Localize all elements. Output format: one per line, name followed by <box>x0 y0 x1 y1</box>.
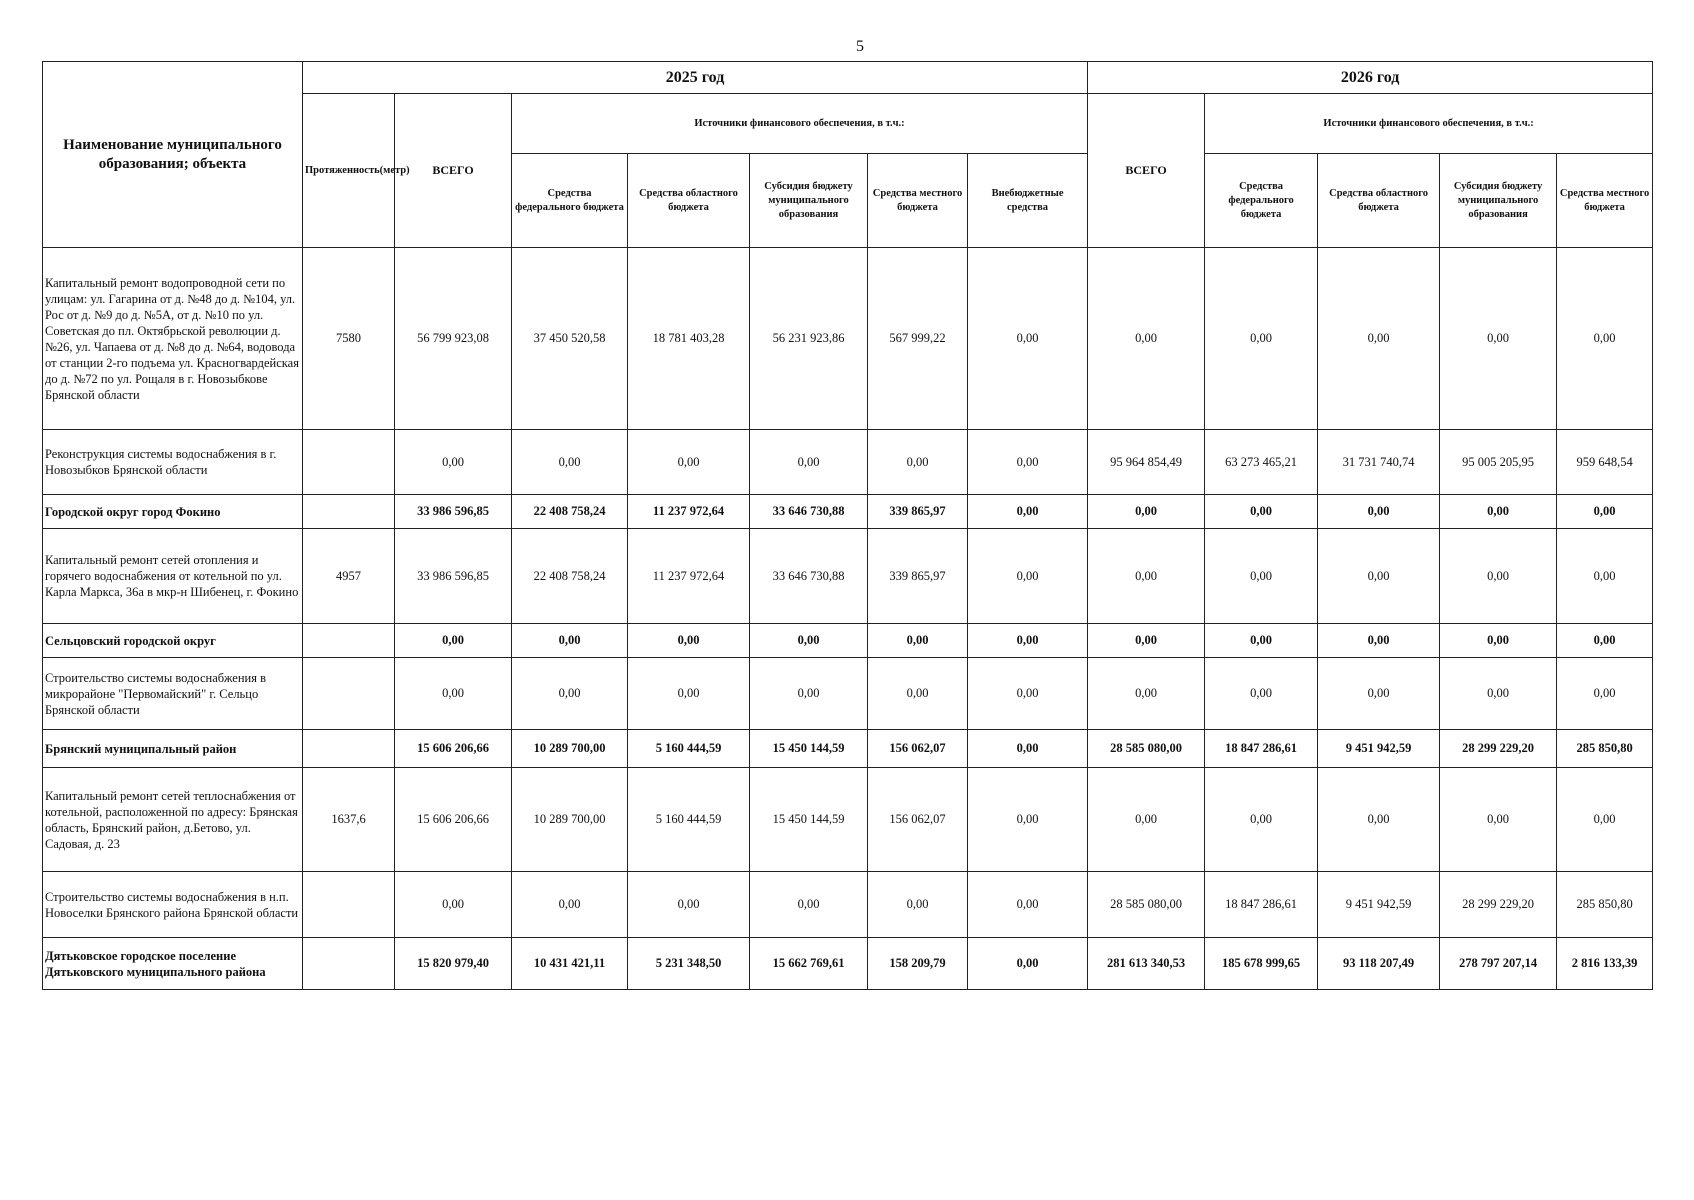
cell-local-2025: 0,00 <box>868 430 968 495</box>
cell-offbudget-2025: 0,00 <box>968 529 1088 624</box>
row-name: Строительство системы водоснабжения в микрорайоне "Первомайский" г. Сельцо Брянской области <box>43 658 303 730</box>
cell-local-2026: 0,00 <box>1557 624 1653 658</box>
cell-total-2025: 15 606 206,66 <box>395 768 512 872</box>
cell-federal-2025: 0,00 <box>512 872 628 938</box>
table-row <box>43 768 1653 872</box>
cell-offbudget-2025: 0,00 <box>968 248 1088 430</box>
header-total-2026: ВСЕГО <box>1088 94 1205 248</box>
cell-federal-2025: 0,00 <box>512 658 628 730</box>
cell-subsidy-2026: 0,00 <box>1440 658 1557 730</box>
cell-total-2026: 0,00 <box>1088 624 1205 658</box>
row-length <box>303 658 395 730</box>
cell-local-2025: 0,00 <box>868 624 968 658</box>
header-total-2025: ВСЕГО <box>395 94 512 248</box>
cell-total-2026: 0,00 <box>1088 658 1205 730</box>
table-row-subtotal <box>43 495 1653 529</box>
cell-subsidy-2025: 33 646 730,88 <box>750 495 868 529</box>
cell-local-2026: 0,00 <box>1557 248 1653 430</box>
cell-regional-2025: 0,00 <box>628 430 750 495</box>
row-name: Городской округ город Фокино <box>43 495 303 529</box>
header-local-2025: Средства местного бюджета <box>868 154 968 248</box>
header-subsidy-2026: Субсидия бюджету муниципального образования <box>1440 154 1557 248</box>
cell-offbudget-2025: 0,00 <box>968 495 1088 529</box>
cell-federal-2025: 10 289 700,00 <box>512 768 628 872</box>
cell-federal-2026: 0,00 <box>1205 768 1318 872</box>
cell-total-2026: 0,00 <box>1088 529 1205 624</box>
cell-local-2026: 0,00 <box>1557 495 1653 529</box>
cell-federal-2025: 10 431 421,11 <box>512 938 628 990</box>
cell-local-2025: 156 062,07 <box>868 730 968 768</box>
cell-subsidy-2025: 33 646 730,88 <box>750 529 868 624</box>
cell-offbudget-2025: 0,00 <box>968 938 1088 990</box>
cell-local-2025: 158 209,79 <box>868 938 968 990</box>
cell-regional-2026: 0,00 <box>1318 624 1440 658</box>
cell-regional-2026: 0,00 <box>1318 529 1440 624</box>
row-name: Брянский муниципальный район <box>43 730 303 768</box>
header-year-2025: 2025 год <box>303 62 1088 94</box>
header-name: Наименование муниципального образования; объекта <box>43 62 303 248</box>
row-name: Капитальный ремонт сетей теплоснабжения от котельной, расположенной по адресу: Брянская область, Брянский район, д.Бетово, ул. Садовая, д. 23 <box>43 768 303 872</box>
cell-local-2026: 0,00 <box>1557 658 1653 730</box>
cell-regional-2025: 18 781 403,28 <box>628 248 750 430</box>
cell-total-2025: 33 986 596,85 <box>395 529 512 624</box>
cell-subsidy-2026: 0,00 <box>1440 248 1557 430</box>
row-name: Дятьковское городское поселение Дятьковского муниципального района <box>43 938 303 990</box>
cell-regional-2025: 0,00 <box>628 872 750 938</box>
cell-federal-2026: 0,00 <box>1205 529 1318 624</box>
budget-table <box>42 61 1653 990</box>
cell-regional-2025: 5 231 348,50 <box>628 938 750 990</box>
header-regional-2025: Средства областного бюджета <box>628 154 750 248</box>
row-name: Капитальный ремонт сетей отопления и горячего водоснабжения от котельной по ул. Карла Маркса, 36а в мкр-н Шибенец, г. Фокино <box>43 529 303 624</box>
cell-total-2026: 28 585 080,00 <box>1088 872 1205 938</box>
cell-total-2025: 0,00 <box>395 430 512 495</box>
row-length <box>303 430 395 495</box>
cell-offbudget-2025: 0,00 <box>968 768 1088 872</box>
cell-total-2025: 33 986 596,85 <box>395 495 512 529</box>
row-length <box>303 938 395 990</box>
row-length <box>303 730 395 768</box>
cell-subsidy-2026: 0,00 <box>1440 624 1557 658</box>
cell-regional-2026: 0,00 <box>1318 248 1440 430</box>
cell-local-2026: 959 648,54 <box>1557 430 1653 495</box>
header-offbudget-2025: Внебюджетные средства <box>968 154 1088 248</box>
cell-offbudget-2025: 0,00 <box>968 658 1088 730</box>
cell-federal-2026: 63 273 465,21 <box>1205 430 1318 495</box>
row-name: Реконструкция системы водоснабжения в г. Новозыбков Брянской области <box>43 430 303 495</box>
table-row-subtotal <box>43 938 1653 990</box>
cell-federal-2026: 18 847 286,61 <box>1205 872 1318 938</box>
cell-offbudget-2025: 0,00 <box>968 730 1088 768</box>
row-name: Капитальный ремонт водопроводной сети по улицам: ул. Гагарина от д. №48 до д. №104, ул. Рос от д. №9 до д. №5А, от д. №10 по ул. Советская до пл. Октябрьской революции д. №26, ул. Чапаева от д. №8 до д. №64, водовода от станции 2-го подъема ул. Красногвардейская до д. №72 по ул. Рощаля в г. Новозыбкове Брянской области <box>43 248 303 430</box>
cell-federal-2025: 22 408 758,24 <box>512 529 628 624</box>
header-subsidy-2025: Субсидия бюджету муниципального образования <box>750 154 868 248</box>
cell-local-2025: 339 865,97 <box>868 529 968 624</box>
cell-regional-2026: 9 451 942,59 <box>1318 872 1440 938</box>
header-year-2026: 2026 год <box>1088 62 1653 94</box>
cell-total-2025: 0,00 <box>395 624 512 658</box>
table-row-subtotal <box>43 730 1653 768</box>
cell-regional-2025: 0,00 <box>628 658 750 730</box>
cell-subsidy-2026: 28 299 229,20 <box>1440 730 1557 768</box>
header-row-years <box>43 62 1653 94</box>
row-length <box>303 872 395 938</box>
header-sources-2025: Источники финансового обеспечения, в т.ч.: <box>512 94 1088 154</box>
cell-total-2026: 0,00 <box>1088 495 1205 529</box>
cell-federal-2025: 37 450 520,58 <box>512 248 628 430</box>
cell-regional-2025: 11 237 972,64 <box>628 529 750 624</box>
cell-subsidy-2025: 15 450 144,59 <box>750 730 868 768</box>
cell-total-2025: 56 799 923,08 <box>395 248 512 430</box>
cell-federal-2026: 0,00 <box>1205 624 1318 658</box>
row-length <box>303 624 395 658</box>
cell-federal-2025: 0,00 <box>512 624 628 658</box>
cell-subsidy-2025: 0,00 <box>750 872 868 938</box>
row-name: Сельцовский городской округ <box>43 624 303 658</box>
header-federal-2025: Средства федерального бюджета <box>512 154 628 248</box>
cell-total-2025: 0,00 <box>395 658 512 730</box>
cell-subsidy-2025: 15 450 144,59 <box>750 768 868 872</box>
row-name: Строительство системы водоснабжения в н.п. Новоселки Брянского района Брянской области <box>43 872 303 938</box>
cell-total-2026: 281 613 340,53 <box>1088 938 1205 990</box>
cell-federal-2026: 0,00 <box>1205 658 1318 730</box>
header-sources-2026: Источники финансового обеспечения, в т.ч.: <box>1205 94 1653 154</box>
cell-local-2025: 339 865,97 <box>868 495 968 529</box>
cell-subsidy-2026: 28 299 229,20 <box>1440 872 1557 938</box>
header-local-2026: Средства местного бюджета <box>1557 154 1653 248</box>
cell-regional-2026: 93 118 207,49 <box>1318 938 1440 990</box>
cell-subsidy-2026: 278 797 207,14 <box>1440 938 1557 990</box>
row-length: 1637,6 <box>303 768 395 872</box>
cell-total-2025: 15 820 979,40 <box>395 938 512 990</box>
cell-offbudget-2025: 0,00 <box>968 872 1088 938</box>
cell-regional-2025: 5 160 444,59 <box>628 730 750 768</box>
table-row-subtotal <box>43 624 1653 658</box>
cell-local-2025: 0,00 <box>868 658 968 730</box>
cell-federal-2026: 18 847 286,61 <box>1205 730 1318 768</box>
cell-local-2026: 2 816 133,39 <box>1557 938 1653 990</box>
cell-federal-2025: 0,00 <box>512 430 628 495</box>
cell-regional-2025: 5 160 444,59 <box>628 768 750 872</box>
table-row <box>43 529 1653 624</box>
cell-regional-2026: 0,00 <box>1318 495 1440 529</box>
header-length: Протяженность(метр) <box>303 94 395 248</box>
cell-total-2025: 15 606 206,66 <box>395 730 512 768</box>
cell-local-2026: 0,00 <box>1557 768 1653 872</box>
table-row <box>43 430 1653 495</box>
cell-offbudget-2025: 0,00 <box>968 430 1088 495</box>
cell-local-2026: 285 850,80 <box>1557 872 1653 938</box>
cell-regional-2026: 0,00 <box>1318 658 1440 730</box>
cell-local-2025: 0,00 <box>868 872 968 938</box>
cell-federal-2025: 22 408 758,24 <box>512 495 628 529</box>
page-number: 5 <box>856 38 864 55</box>
table-row <box>43 248 1653 430</box>
cell-total-2026: 0,00 <box>1088 248 1205 430</box>
header-federal-2026: Средства федерального бюджета <box>1205 154 1318 248</box>
cell-subsidy-2026: 95 005 205,95 <box>1440 430 1557 495</box>
cell-subsidy-2026: 0,00 <box>1440 529 1557 624</box>
cell-federal-2026: 0,00 <box>1205 248 1318 430</box>
header-regional-2026: Средства областного бюджета <box>1318 154 1440 248</box>
cell-regional-2026: 9 451 942,59 <box>1318 730 1440 768</box>
cell-subsidy-2026: 0,00 <box>1440 768 1557 872</box>
cell-total-2025: 0,00 <box>395 872 512 938</box>
cell-local-2026: 0,00 <box>1557 529 1653 624</box>
cell-local-2026: 285 850,80 <box>1557 730 1653 768</box>
cell-offbudget-2025: 0,00 <box>968 624 1088 658</box>
cell-regional-2026: 31 731 740,74 <box>1318 430 1440 495</box>
cell-total-2026: 28 585 080,00 <box>1088 730 1205 768</box>
cell-subsidy-2025: 56 231 923,86 <box>750 248 868 430</box>
cell-local-2025: 567 999,22 <box>868 248 968 430</box>
cell-federal-2025: 10 289 700,00 <box>512 730 628 768</box>
table-row <box>43 872 1653 938</box>
row-length: 4957 <box>303 529 395 624</box>
cell-subsidy-2025: 15 662 769,61 <box>750 938 868 990</box>
cell-total-2026: 0,00 <box>1088 768 1205 872</box>
cell-regional-2026: 0,00 <box>1318 768 1440 872</box>
row-length <box>303 495 395 529</box>
cell-subsidy-2025: 0,00 <box>750 658 868 730</box>
cell-subsidy-2026: 0,00 <box>1440 495 1557 529</box>
cell-regional-2025: 11 237 972,64 <box>628 495 750 529</box>
cell-total-2026: 95 964 854,49 <box>1088 430 1205 495</box>
table-row <box>43 658 1653 730</box>
cell-regional-2025: 0,00 <box>628 624 750 658</box>
cell-local-2025: 156 062,07 <box>868 768 968 872</box>
cell-subsidy-2025: 0,00 <box>750 430 868 495</box>
cell-federal-2026: 0,00 <box>1205 495 1318 529</box>
cell-subsidy-2025: 0,00 <box>750 624 868 658</box>
cell-federal-2026: 185 678 999,65 <box>1205 938 1318 990</box>
row-length: 7580 <box>303 248 395 430</box>
